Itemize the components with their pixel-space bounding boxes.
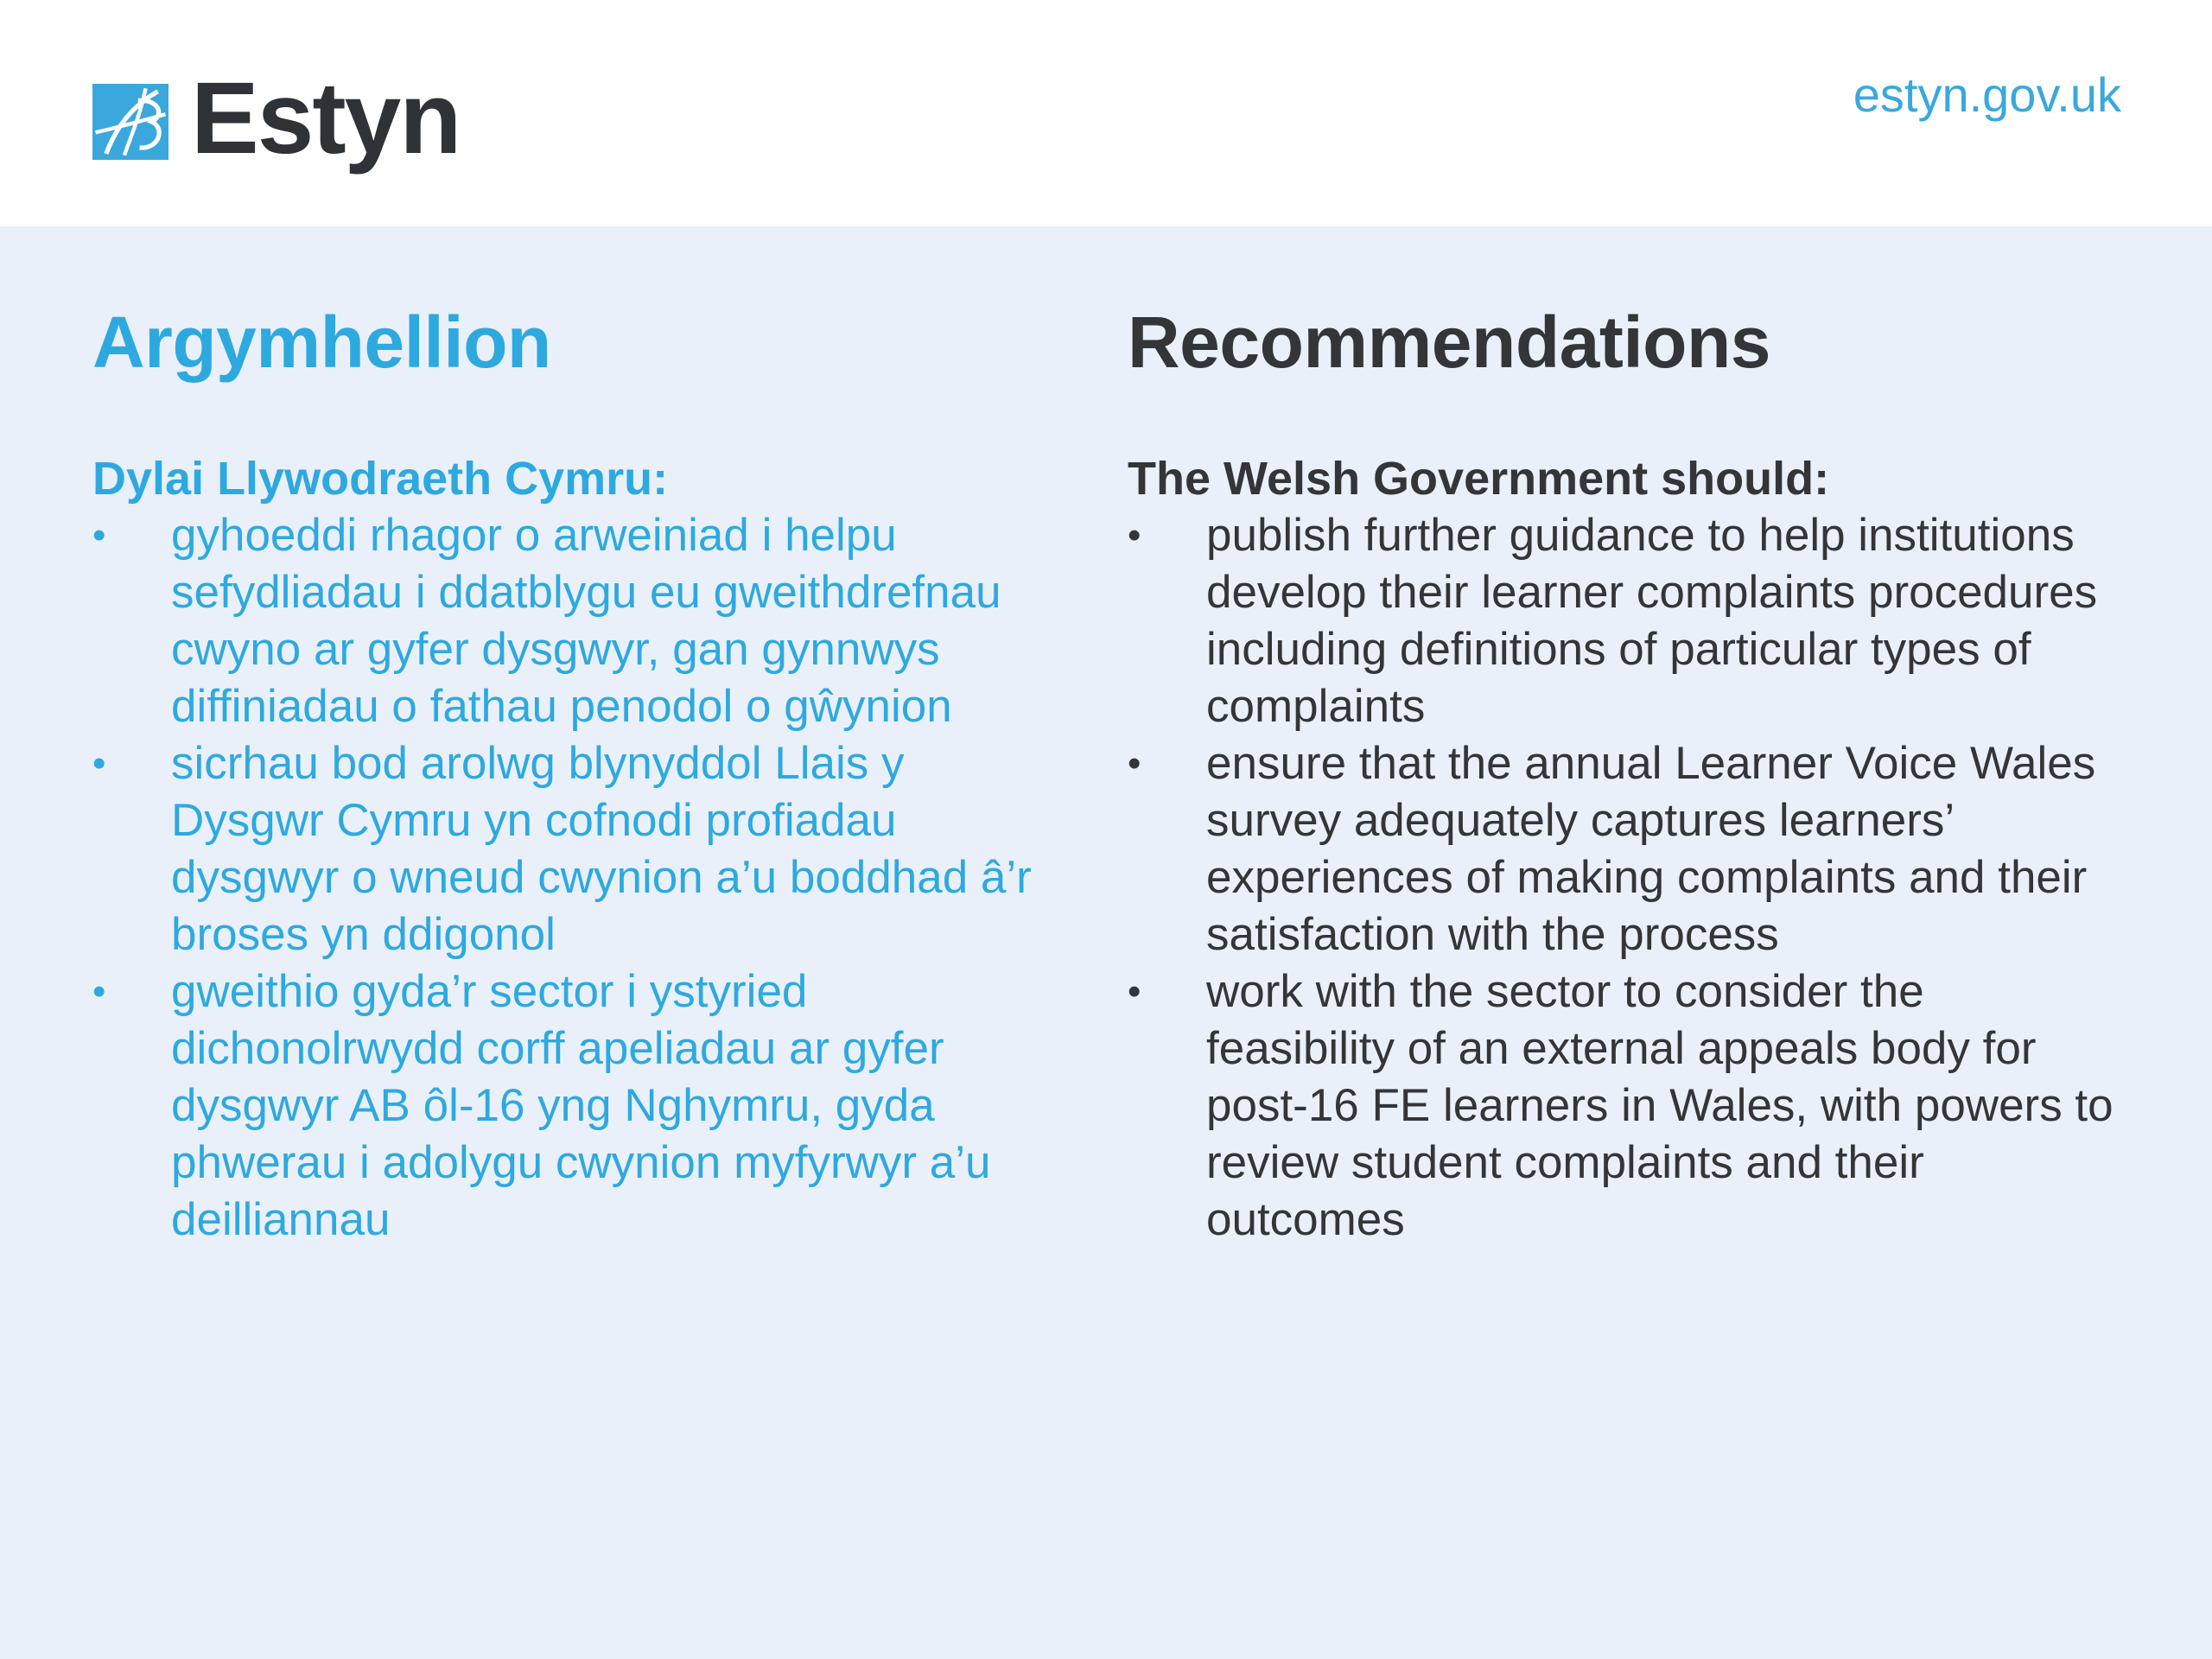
estyn-logo[interactable] [92,61,461,175]
bullet-icon: • [92,514,106,557]
list-item [92,735,1052,963]
list-item [1128,507,2121,735]
english-item-text: publish further guidance to help institutions develop their learner complaints procedures including definitions of particular types of complaints [1206,510,2098,733]
logo-text: Estyn [191,61,461,175]
english-column [1128,300,2121,1249]
welsh-title: Argymhellion [92,302,551,383]
bullet-icon: • [1128,970,1141,1014]
welsh-item-text: sicrhau bod arolwg blynyddol Llais y Dysgwr Cymru yn cofnodi profiadau dysgwyr o wneud cwynion a’u boddhad â’r broses yn ddigonol [171,738,1032,961]
english-recommendation-list [1128,507,2121,1249]
welsh-column [92,300,1052,1249]
list-item [1128,735,2121,963]
list-item [1128,963,2121,1249]
list-item [92,963,1052,1249]
estyn-logo-icon [92,84,168,160]
site-url-link[interactable]: estyn.gov.uk [1853,67,2121,122]
welsh-recommendation-list [92,507,1052,1249]
bullet-icon: • [1128,742,1141,785]
english-title: Recommendations [1128,302,1770,383]
content-area [0,226,2212,1659]
english-subheading: The Welsh Government should: [1128,453,1830,505]
english-item-text: work with the sector to consider the feasibility of an external appeals body for post-16 FE learners in Wales, with powers to review student complaints and their outcomes [1206,966,2113,1246]
bullet-icon: • [92,970,106,1014]
bullet-icon: • [92,742,106,785]
welsh-item-text: gyhoeddi rhagor o arweiniad i helpu sefydliadau i ddatblygu eu gweithdrefnau cwyno ar gyfer dysgwyr, gan gynnwys diffiniadau o fathau penodol o gŵynion [171,510,1001,733]
list-item [92,507,1052,735]
welsh-subheading: Dylai Llywodraeth Cymru: [92,453,669,505]
english-item-text: ensure that the annual Learner Voice Wales survey adequately captures learners’ experiences of making complaints and their satisfaction with the process [1206,738,2096,961]
welsh-item-text: gweithio gyda’r sector i ystyried dichonolrwydd corff apeliadau ar gyfer dysgwyr AB ôl-16 yng Nghymru, gyda phwerau i adolygu cwynion myfyrwyr a’u deilliannau [171,966,991,1246]
header [0,0,2212,226]
bullet-icon: • [1128,514,1141,557]
